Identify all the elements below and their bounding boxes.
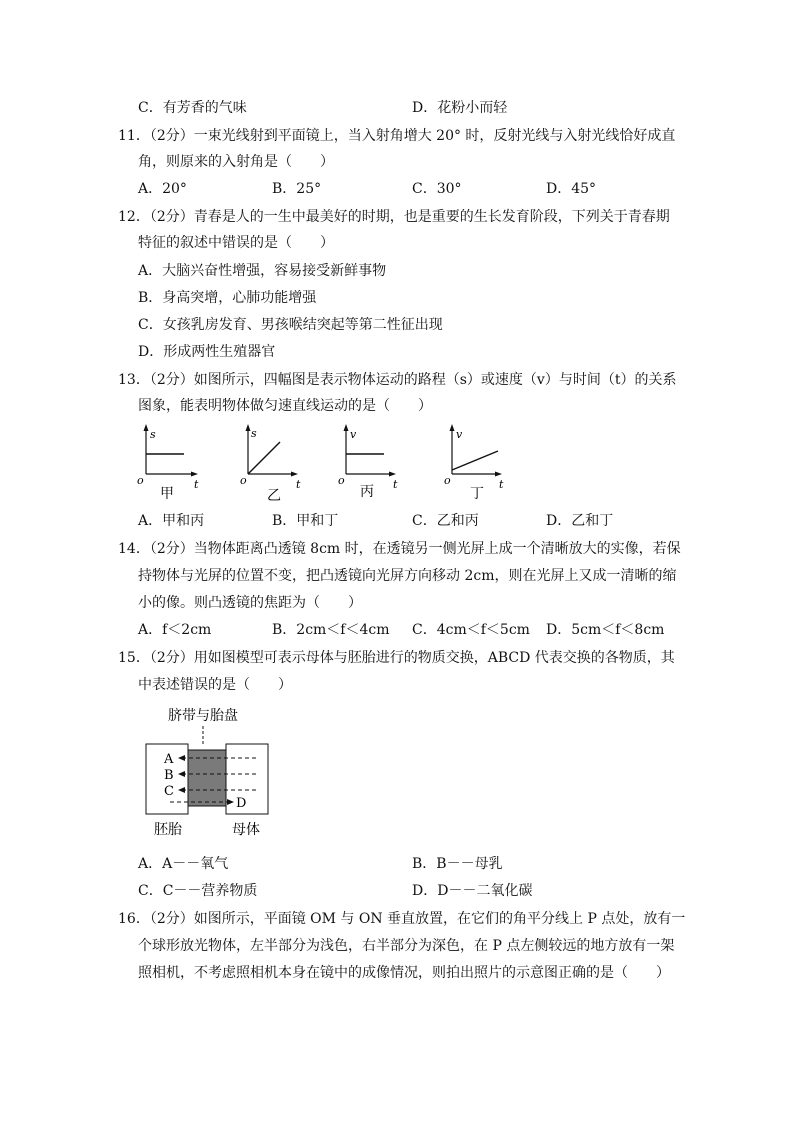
q15-option-d: D．D－－二氧化碳 (412, 883, 533, 899)
graph-ding (444, 424, 504, 502)
graph-bing-origin: o (338, 474, 345, 487)
graph-jia (137, 424, 199, 502)
embryo-label: 胚胎 (154, 822, 182, 838)
q13-motion-graphs (130, 420, 530, 510)
q11-option-b: B．25° (272, 181, 322, 197)
q15-option-c: C．C－－营养物质 (138, 883, 258, 899)
graph-jia-origin: o (137, 474, 144, 487)
q16-stem-line1: 16．（2分）如图所示，平面镜 OM 与 ON 垂直放置，在它们的角平分线上 P 点处，放有一 (118, 911, 686, 927)
q15-stem-line2: 中表述错误的是（ ） (138, 677, 292, 693)
q13-stem-line1: 13．（2分）如图所示，四幅图是表示物体运动的路程（s）或速度（v）与时间（t）的关系 (118, 372, 677, 388)
q10-option-d: D．花粉小而轻 (412, 100, 508, 116)
q15-stem-line1: 15．（2分）用如图模型可表示母体与胚胎进行的物质交换，ABCD 代表交换的各物质，其 (118, 650, 675, 666)
q15-option-b: B．B－－母乳 (412, 856, 503, 872)
graph-jia-xlabel: t (194, 478, 199, 491)
q14-stem-line2: 持物体与光屏的位置不变，把凸透镜向光屏方向移动 2cm，则在光屏上又成一清晰的缩 (138, 568, 677, 584)
graph-bing-xlabel: t (393, 478, 398, 491)
q14-option-d: D．5cm＜f＜8cm (546, 622, 665, 638)
letter-c: C (164, 784, 174, 799)
q15-option-a: A．A－－氧气 (138, 856, 229, 872)
q13-option-c: C．乙和丙 (412, 513, 479, 529)
q12-stem-line1: 12．（2分）青春是人的一生中最美好的时期，也是重要的生长发育阶段，下列关于青春期 (118, 209, 670, 225)
q13-option-a: A．甲和丙 (138, 513, 205, 529)
q14-option-a: A．f＜2cm (138, 622, 212, 638)
diagram-top-label: 脐带与胎盘 (168, 708, 238, 724)
q12-option-c: C．女孩乳房发育、男孩喉结突起等第二性征出现 (138, 317, 443, 333)
mother-box (226, 744, 268, 814)
graph-bing-ylabel: v (350, 428, 357, 441)
graph-yi-origin: o (240, 474, 247, 487)
q14-option-c: C．4cm＜f＜5cm (412, 622, 530, 638)
graph-yi (240, 424, 301, 504)
q12-stem-line2: 特征的叙述中错误的是（ ） (138, 235, 334, 251)
letter-d: D (236, 796, 247, 811)
graph-jia-ylabel: s (150, 428, 156, 441)
q14-stem-line1: 14．（2分）当物体距离凸透镜 8cm 时，在透镜另一侧光屏上成一个清晰放大的实像，若保 (118, 541, 681, 557)
q13-stem-line2: 图象，能表明物体做匀速直线运动的是（ ） (138, 398, 432, 414)
q14-stem-line3: 小的像。则凸透镜的焦距为（ ） (138, 595, 362, 611)
q12-option-a: A．大脑兴奋性增强，容易接受新鲜事物 (138, 263, 387, 279)
q16-stem-line3: 照相机，不考虑照相机本身在镜中的成像情况，则拍出照片的示意图正确的是（ ） (138, 965, 670, 981)
q10-option-c: C．有芳香的气味 (138, 100, 247, 116)
graph-ding-line (452, 451, 498, 470)
graph-ding-xlabel: t (499, 478, 504, 491)
graph-ding-name: 丁 (470, 486, 484, 502)
graph-yi-line (248, 442, 280, 474)
letter-b: B (164, 768, 174, 783)
q15-exchange-diagram (140, 700, 290, 845)
mother-label: 母体 (232, 822, 260, 838)
q12-option-b: B．身高突增，心肺功能增强 (138, 290, 317, 306)
graph-yi-name: 乙 (267, 488, 281, 504)
graph-ding-ylabel: v (456, 428, 463, 441)
q11-option-d: D．45° (546, 181, 597, 197)
graph-yi-ylabel: s (251, 427, 257, 440)
letter-a: A (164, 752, 174, 767)
q11-stem-line1: 11．（2分）一束光线射到平面镜上，当入射角增大 20° 时，反射光线与入射光线恰好成直 (118, 128, 676, 144)
q11-stem-line2: 角，则原来的入射角是（ ） (138, 154, 334, 170)
q11-option-a: A．20° (138, 181, 187, 197)
q16-stem-line2: 个球形放光物体，左半部分为浅色，右半部分为深色，在 P 点左侧较远的地方放有一架 (138, 938, 675, 954)
q11-option-c: C．30° (412, 181, 462, 197)
q13-option-d: D．乙和丁 (546, 513, 614, 529)
q14-option-b: B．2cm＜f＜4cm (272, 622, 390, 638)
q12-option-d: D．形成两性生殖器官 (138, 344, 276, 360)
graph-ding-origin: o (444, 474, 451, 487)
graph-jia-name: 甲 (160, 486, 174, 502)
graph-bing-name: 丙 (360, 484, 374, 500)
q13-option-b: B．甲和丁 (272, 513, 339, 529)
graph-bing (338, 424, 398, 500)
graph-yi-xlabel: t (296, 478, 301, 491)
